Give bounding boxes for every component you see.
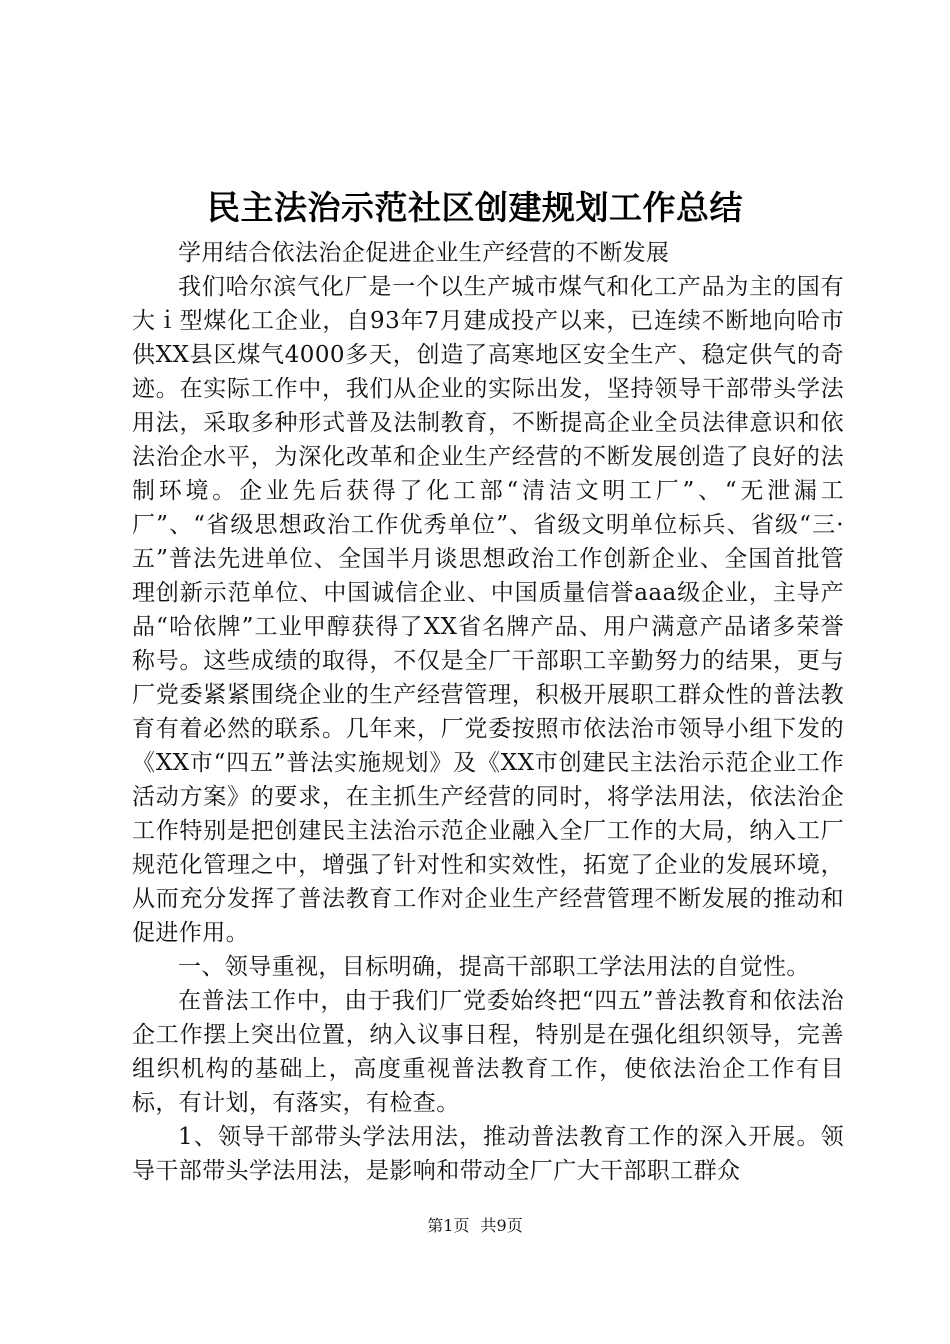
page-number: 第1页 bbox=[427, 1216, 470, 1235]
body-paragraph: 1、领导干部带头学法用法，推动普法教育工作的深入开展。领导干部带头学法用法，是影响和带动全厂广大干部职工群众 bbox=[132, 1124, 844, 1184]
document-body bbox=[132, 236, 844, 1188]
body-paragraph: 我们哈尔滨气化厂是一个以生产城市煤气和化工产品为主的国有大ｉ型煤化工企业，自93年7月建成投产以来，已连续不断地向哈市供XX县区煤气4000多天，创造了高寒地区安全生产、稳定供气的奇迹。在实际工作中，我们从企业的实际出发，坚持领导干部带头学法用法，采取多种形式普及法制教育，不断提高企业全员法律意识和依法治企水平，为深化改革和企业生产经营的不断发展创造了良好的法制环境。企业先后获得了化工部“清洁文明工厂”、“无泄漏工厂”、“省级思想政治工作优秀单位”、省级文明单位标兵、省级“三·五”普法先进单位、全国半月谈思想政治工作创新企业、全国首批管理创新示范单位、中国诚信企业、中国质量信誉aaa级企业，主导产品“哈依牌”工业甲醇获得了XX省名牌产品、用户满意产品诸多荣誉称号。这些成绩的取得，不仅是全厂干部职工辛勤努力的结果，更与厂党委紧紧围绕企业的生产经营管理，积极开展职工群众性的普法教育有着必然的联系。几年来，厂党委按照市依法治市领导小组下发的《XX市“四五”普法实施规划》及《XX市创建民主法治示范企业工作活动方案》的要求，在主抓生产经营的同时，将学法用法，依法治企工作特别是把创建民主法治示范企业融入全厂工作的大局，纳入工厂规范化管理之中，增强了针对性和实效性，拓宽了企业的发展环境，从而充分发挥了普法教育工作对企业生产经营管理不断发展的推动和促进作用。 bbox=[132, 274, 844, 946]
body-paragraph: 在普法工作中，由于我们厂党委始终把“四五”普法教育和依法治企工作摆上突出位置，纳入议事日程，特别是在强化组织领导，完善组织机构的基础上，高度重视普法教育工作，使依法治企工作有目标，有计划，有落实，有检查。 bbox=[132, 988, 844, 1116]
document-title: 民主法治示范社区创建规划工作总结 bbox=[207, 188, 743, 227]
page-total: 共9页 bbox=[480, 1216, 523, 1235]
page-footer bbox=[0, 1214, 950, 1238]
subtitle-paragraph: 学用结合依法治企促进企业生产经营的不断发展 bbox=[178, 240, 670, 266]
section-heading: 一、领导重视，目标明确，提高干部职工学法用法的自觉性。 bbox=[178, 954, 810, 980]
